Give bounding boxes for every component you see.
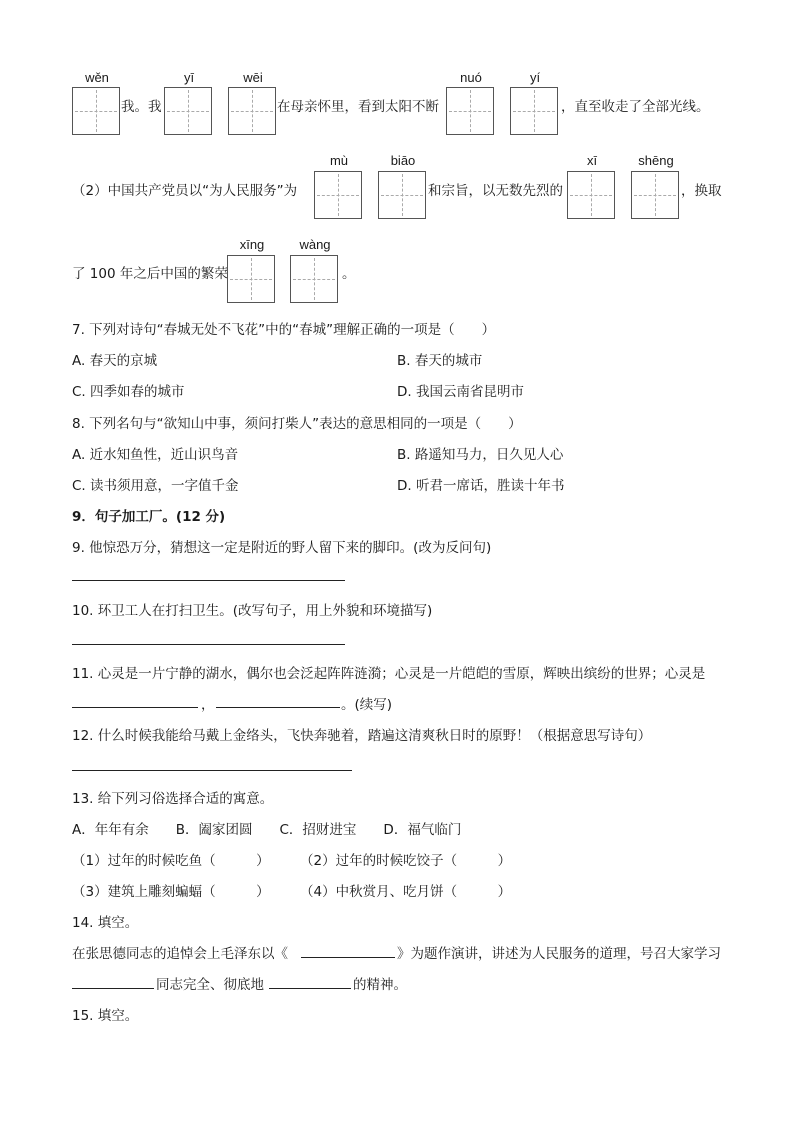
pinyin-label: yī bbox=[183, 70, 195, 85]
character-box[interactable] bbox=[314, 171, 362, 219]
pinyin-label: mù bbox=[329, 153, 349, 168]
answer-option[interactable]: B. 路遥知马力，日久见人心 bbox=[397, 447, 564, 463]
question-15-stem: 15. 填空。 bbox=[72, 1008, 139, 1024]
character-box[interactable] bbox=[227, 255, 275, 303]
pinyin-label: shēng bbox=[638, 153, 674, 168]
pinyin-label: yí bbox=[529, 70, 541, 85]
question-2-text: 了 100 年之后中国的繁荣 bbox=[72, 266, 228, 282]
character-box[interactable] bbox=[510, 87, 558, 135]
question-9-text: 9. 他惊恐万分，猜想这一定是附近的野人留下来的脚印。(改为反问句) bbox=[72, 540, 492, 556]
question-11-text: ， bbox=[201, 697, 215, 713]
sentence-text: 我。我 bbox=[121, 99, 162, 115]
character-box[interactable] bbox=[228, 87, 276, 135]
character-box[interactable] bbox=[164, 87, 212, 135]
sentence-text: ，直至收走了全部光线。 bbox=[561, 99, 710, 115]
custom-item[interactable]: （2）过年的时候吃饺子（ ） bbox=[300, 853, 512, 869]
question-12-text: 12. 什么时候我能给马戴上金络头，飞快奔驰着，踏遍这清爽秋日时的原野！（根据意思写诗句） bbox=[72, 728, 652, 744]
question-2-text: 。 bbox=[342, 266, 356, 282]
character-box[interactable] bbox=[72, 87, 120, 135]
answer-option[interactable]: D. 听君一席话，胜读十年书 bbox=[397, 478, 565, 494]
character-box[interactable] bbox=[567, 171, 615, 219]
question-10-text: 10. 环卫工人在打扫卫生。(改写句子，用上外貌和环境描写) bbox=[72, 603, 433, 619]
answer-line[interactable] bbox=[72, 770, 352, 771]
question-2-text: （2）中国共产党员以“为人民服务”为 bbox=[72, 183, 298, 199]
question-2-text: ，换取 bbox=[681, 183, 722, 199]
section-heading: 9．句子加工厂。(12 分) bbox=[72, 509, 226, 525]
question-14-text: 同志完全、彻底地 bbox=[156, 977, 264, 993]
option-list: A．年年有余 B．阖家团圆 C．招财进宝 D．福气临门 bbox=[72, 822, 462, 838]
pinyin-label: wàng bbox=[299, 237, 331, 252]
question-14-text: 》为题作演讲，讲述为人民服务的道理，号召大家学习 bbox=[397, 946, 721, 962]
pinyin-label: xī bbox=[586, 153, 598, 168]
answer-option[interactable]: A. 近水知鱼性，近山识鸟音 bbox=[72, 447, 239, 463]
question-7-stem: 7. 下列对诗句“春城无处不飞花”中的“春城”理解正确的一项是（ ） bbox=[72, 322, 496, 338]
pinyin-label: wěn bbox=[85, 70, 109, 85]
question-11-text: 。(续写) bbox=[341, 697, 393, 713]
question-13-stem: 13. 给下列习俗选择合适的寓意。 bbox=[72, 791, 274, 807]
answer-line[interactable] bbox=[72, 580, 345, 581]
character-box[interactable] bbox=[446, 87, 494, 135]
question-14-text: 在张思德同志的追悼会上毛泽东以《 bbox=[72, 946, 288, 962]
question-2-text: 和宗旨，以无数先烈的 bbox=[428, 183, 563, 199]
custom-item[interactable]: （3）建筑上雕刻蝙蝠（ ） bbox=[72, 884, 270, 900]
question-14-stem: 14. 填空。 bbox=[72, 915, 139, 931]
answer-option[interactable]: D. 我国云南省昆明市 bbox=[397, 384, 524, 400]
pinyin-label: xīng bbox=[239, 237, 265, 252]
answer-option[interactable]: C. 读书须用意，一字值千金 bbox=[72, 478, 239, 494]
custom-item[interactable]: （1）过年的时候吃鱼（ ） bbox=[72, 853, 270, 869]
answer-line[interactable] bbox=[216, 707, 340, 708]
custom-item[interactable]: （4）中秋赏月、吃月饼（ ） bbox=[300, 884, 512, 900]
character-box[interactable] bbox=[378, 171, 426, 219]
answer-option[interactable]: B. 春天的城市 bbox=[397, 353, 483, 369]
answer-line[interactable] bbox=[72, 988, 154, 989]
answer-option[interactable]: C. 四季如春的城市 bbox=[72, 384, 185, 400]
answer-line[interactable] bbox=[72, 707, 198, 708]
character-box[interactable] bbox=[631, 171, 679, 219]
question-8-stem: 8. 下列名句与“欲知山中事，须问打柴人”表达的意思相同的一项是（ ） bbox=[72, 416, 522, 432]
character-box[interactable] bbox=[290, 255, 338, 303]
pinyin-label: nuó bbox=[460, 70, 482, 85]
sentence-text: 在母亲怀里，看到太阳不断 bbox=[277, 99, 439, 115]
answer-line[interactable] bbox=[269, 988, 351, 989]
question-14-text: 的精神。 bbox=[353, 977, 407, 993]
pinyin-label: wēi bbox=[243, 70, 263, 85]
answer-line[interactable] bbox=[301, 957, 395, 958]
pinyin-label: biāo bbox=[390, 153, 416, 168]
answer-line[interactable] bbox=[72, 644, 345, 645]
answer-option[interactable]: A. 春天的京城 bbox=[72, 353, 158, 369]
question-11-text: 11. 心灵是一片宁静的湖水，偶尔也会泛起阵阵涟漪；心灵是一片皑皑的雪原，辉映出缤纷的世界；心灵是 bbox=[72, 666, 706, 682]
